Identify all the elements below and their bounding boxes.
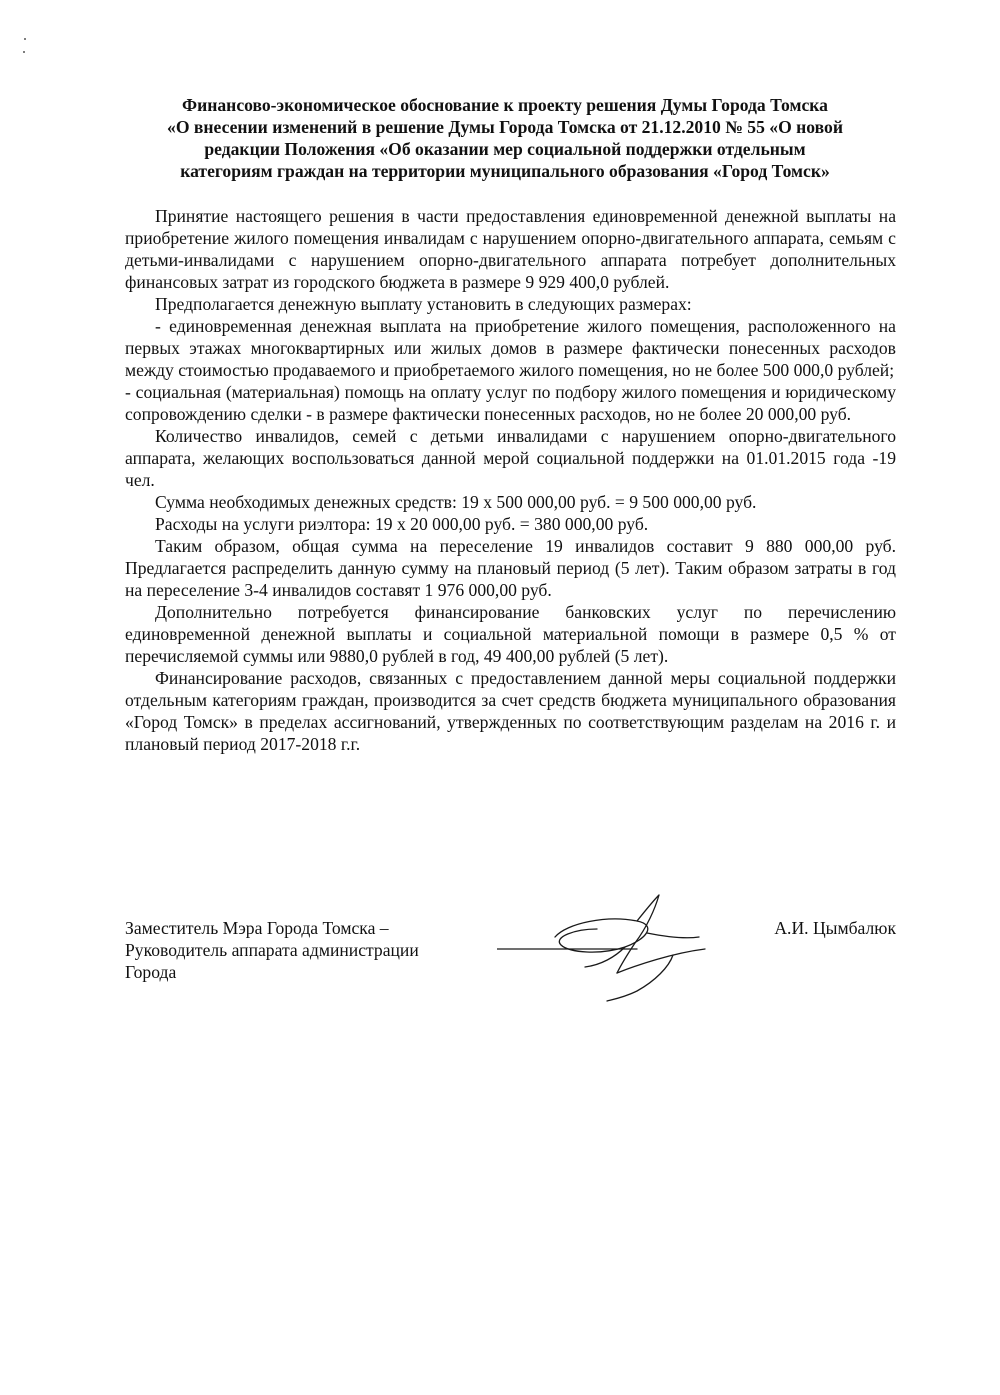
title-line: категориям граждан на территории муниципального образования «Город Томск» bbox=[180, 161, 830, 181]
paragraph-banking-services: Дополнительно потребуется финансирование банковских услуг по перечислению единовременной денежной выплаты и социальной материальной помощи в размере 0,5 % от перечисляемой суммы или 9880,0 рублей в год, 49 400,00 рублей (5 лет). bbox=[125, 602, 896, 666]
handwritten-signature bbox=[497, 893, 737, 1003]
paragraph-payment-sizes: Предполагается денежную выплату установить в следующих размерах: bbox=[155, 294, 692, 314]
position-line: Города bbox=[125, 962, 177, 982]
document-title bbox=[110, 94, 900, 182]
scan-speck bbox=[24, 38, 26, 40]
title-line: «О внесении изменений в решение Думы Города Томска от 21.12.2010 № 55 «О новой bbox=[167, 117, 843, 137]
scan-speck bbox=[23, 51, 25, 53]
position-line: Заместитель Мэра Города Томска – bbox=[125, 918, 389, 938]
paragraph-decision-costs: Принятие настоящего решения в части предоставления единовременной денежной выплаты на приобретение жилого помещения инвалидам с нарушением опорно-двигательного аппарата, семьям с детьми-инвалидами с нарушением опорно-двигательного аппарата потребует дополнительных финансовых затрат из городского бюджета в размере 9 929 400,0 рублей. bbox=[125, 206, 896, 292]
document-body bbox=[125, 205, 896, 755]
signatory-name: А.И. Цымбалюк bbox=[774, 918, 896, 938]
paragraph-total-sum: Таким образом, общая сумма на переселение 19 инвалидов составит 9 880 000,00 руб. Предлагается распределить данную сумму на плановый период (5 лет). Таким образом затраты в год на переселение 3-4 инвалидов составят 1 976 000,00 руб. bbox=[125, 536, 896, 600]
position-line: Руководитель аппарата администрации bbox=[125, 940, 419, 960]
paragraph-required-funds: Сумма необходимых денежных средств: 19 х 500 000,00 руб. = 9 500 000,00 руб. bbox=[155, 492, 757, 512]
paragraph-realtor-costs: Расходы на услуги риэлтора: 19 х 20 000,00 руб. = 380 000,00 руб. bbox=[155, 514, 649, 534]
paragraph-social-assistance: - социальная (материальная) помощь на оплату услуг по подбору жилого помещения и юридическому сопровождению сделки - в размере фактически понесенных расходов, но не более 20 000,00 руб. bbox=[125, 382, 896, 424]
signature-block bbox=[125, 917, 896, 997]
signatory-position bbox=[125, 917, 485, 983]
paragraph-lump-sum-payment: - единовременная денежная выплата на приобретение жилого помещения, расположенного на первых этажах многоквартирных или жилых домов в размере фактически понесенных расходов между стоимостью продаваемого и приобретаемого жилого помещения, но не более 500 000,0 рублей; bbox=[125, 316, 896, 380]
title-line: редакции Положения «Об оказании мер социальной поддержки отдельным bbox=[204, 139, 806, 159]
paragraph-beneficiary-count: Количество инвалидов, семей с детьми инвалидами с нарушением опорно-двигательного аппарата, желающих воспользоваться данной мерой социальной поддержки на 01.01.2015 года -19 чел. bbox=[125, 426, 896, 490]
title-line: Финансово-экономическое обоснование к проекту решения Думы Города Томска bbox=[182, 95, 828, 115]
paragraph-financing-source: Финансирование расходов, связанных с предоставлением данной меры социальной поддержки отдельным категориям граждан, производится за счет средств бюджета муниципального образования «Город Томск» в пределах ассигнований, утвержденных по соответствующим разделам на 2016 г. и плановый период 2017-2018 г.г. bbox=[125, 668, 896, 754]
